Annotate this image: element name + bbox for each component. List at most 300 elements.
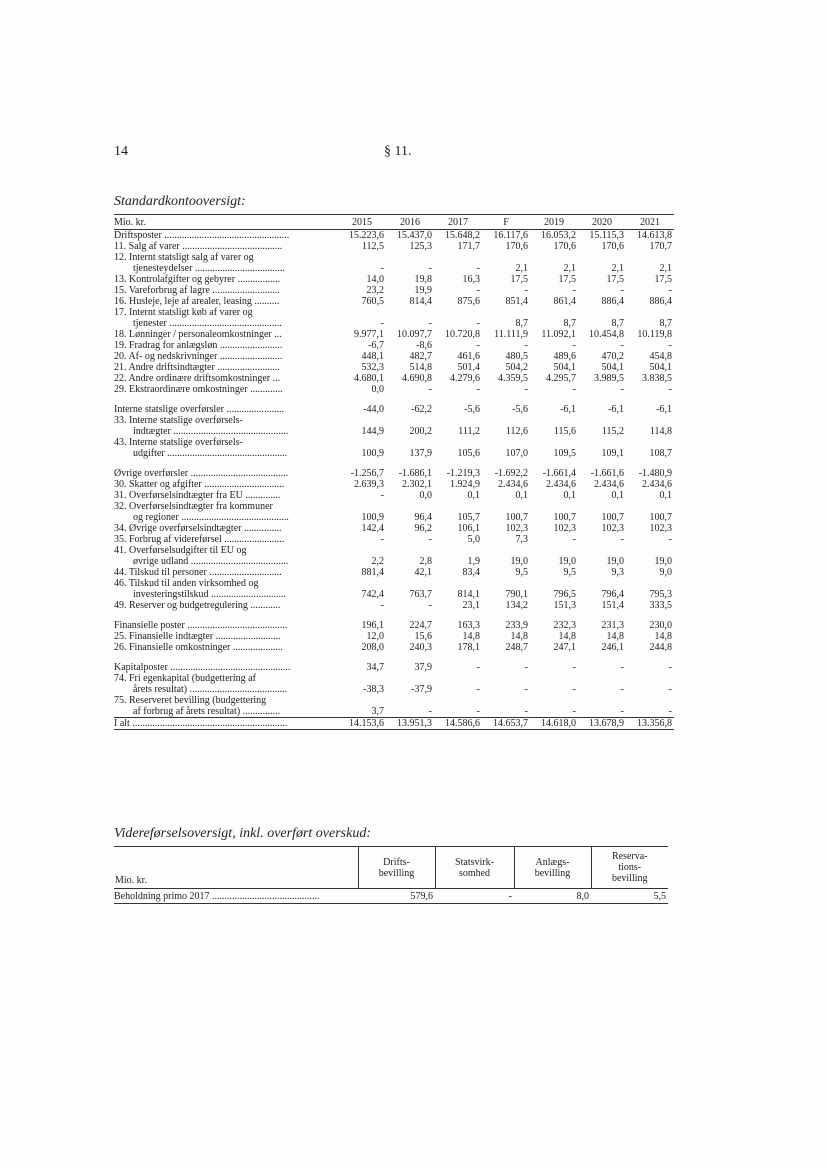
table-row: [114, 373, 674, 384]
row-label: 21. Andre driftsindtægter .........................: [114, 362, 280, 373]
table-row: [114, 437, 674, 448]
value-cell: 14,8: [510, 631, 528, 642]
value-cell: [338, 307, 386, 318]
value-cell: [434, 307, 482, 318]
row-label: 75. Reserveret bevilling (budgettering: [114, 695, 267, 706]
value-cell: 170,6: [505, 241, 528, 252]
spacer-cell: [114, 611, 674, 620]
table-row: [114, 426, 674, 437]
value-cell: 14,8: [558, 631, 576, 642]
value-cell: -: [476, 340, 480, 351]
value-cell: -: [524, 340, 528, 351]
row-label: 12. Internt statsligt salg af varer og: [114, 252, 254, 263]
value-cell: -: [428, 384, 432, 395]
value-cell: 144,9: [361, 426, 384, 437]
value-cell: 4.295,7: [546, 373, 576, 384]
value-cell: -: [428, 318, 432, 329]
table-row: [114, 318, 674, 329]
value-cell: 246,1: [601, 642, 624, 653]
value-cell: [386, 437, 434, 448]
table-row: [114, 296, 674, 307]
row-label: 31. Overførselsindtægter fra EU ..............: [114, 490, 281, 501]
row-label: årets resultat) .......................................: [133, 684, 288, 695]
row-label: 43. Interne statslige overførsels-: [114, 437, 243, 448]
value-cell: -1.219,3: [446, 468, 480, 479]
value-cell: 8,7: [659, 318, 672, 329]
value-cell: [578, 415, 626, 426]
value-cell: [482, 415, 530, 426]
value-cell: [578, 545, 626, 556]
value-cell: 333,5: [649, 600, 672, 611]
value-cell: 34,7: [366, 662, 384, 673]
value-cell: 814,1: [457, 589, 480, 600]
table-row: [114, 567, 674, 578]
year-header: 2020: [578, 215, 626, 230]
value-cell: [386, 501, 434, 512]
value-cell: -: [476, 706, 480, 717]
value-cell: 504,2: [505, 362, 528, 373]
row-label: 34. Øvrige overførselsindtægter ...............: [114, 523, 282, 534]
value-cell: 514,8: [409, 362, 432, 373]
value-cell: 151,3: [553, 600, 576, 611]
row-label: indtægter ..............................................: [133, 426, 289, 437]
value-cell: [482, 501, 530, 512]
value-cell: 15.115,3: [589, 230, 624, 241]
value-cell: 796,5: [553, 589, 576, 600]
value-cell: 15.437,0: [397, 230, 432, 241]
value-cell: [530, 307, 578, 318]
value-cell: 504,1: [601, 362, 624, 373]
value-cell: [626, 545, 674, 556]
table-row: [114, 501, 674, 512]
value-cell: 142,4: [361, 523, 384, 534]
table-row: [114, 384, 674, 395]
table-row: [114, 642, 674, 653]
value-cell: [530, 578, 578, 589]
table-row: [114, 307, 674, 318]
table-row: [114, 362, 674, 373]
total-value: 14.153,6: [338, 718, 386, 730]
value-cell: 23,2: [366, 285, 384, 296]
value-cell: -: [572, 340, 576, 351]
value-cell: 3.838,5: [642, 373, 672, 384]
row-label: 20. Af- og nedskrivninger .........................: [114, 351, 283, 362]
value-cell: 231,3: [601, 620, 624, 631]
value-cell: [386, 695, 434, 706]
value-cell: 0,1: [467, 490, 480, 501]
value-cell: 83,4: [462, 567, 480, 578]
row-label: 17. Internt statsligt køb af varer og: [114, 307, 253, 318]
table-row: [114, 230, 674, 242]
row-label: 15. Vareforbrug af lagre ...........................: [114, 285, 280, 296]
total-row: [114, 718, 674, 730]
value-cell: 14,0: [366, 274, 384, 285]
value-cell: [530, 545, 578, 556]
value-cell: 100,7: [553, 512, 576, 523]
value-cell: -37,9: [411, 684, 432, 695]
table-row: [114, 523, 674, 534]
value-cell: 17,5: [654, 274, 672, 285]
value-cell: 2.434,6: [594, 479, 624, 490]
value-cell: 10.454,8: [589, 329, 624, 340]
table-row: [114, 631, 674, 642]
value-cell: 102,3: [505, 523, 528, 534]
table-row: [114, 673, 674, 684]
value-cell: 1,9: [467, 556, 480, 567]
row-label: 32. Overførselsindtægter fra kommuner: [114, 501, 273, 512]
value-cell: 10.097,7: [397, 329, 432, 340]
value-cell: 2,1: [611, 263, 624, 274]
spacer-cell: [114, 653, 674, 662]
value-cell: 0,0: [371, 384, 384, 395]
value-cell: -: [380, 600, 384, 611]
value-cell: 2.302,1: [402, 479, 432, 490]
value-cell: 861,4: [553, 296, 576, 307]
value-cell: [338, 437, 386, 448]
value-cell: -: [524, 684, 528, 695]
column-header-line: somhed: [458, 867, 491, 879]
value-cell: 230,0: [649, 620, 672, 631]
value-cell: -: [428, 600, 432, 611]
value-cell: 16.117,6: [493, 230, 528, 241]
value-cell: [434, 415, 482, 426]
column-header-line: bevilling: [611, 873, 648, 884]
value-cell: 482,7: [409, 351, 432, 362]
value-cell: 105,7: [457, 512, 480, 523]
year-header: F: [482, 215, 530, 230]
row-label: 74. Fri egenkapital (budgettering af: [114, 673, 256, 684]
value-cell: 134,2: [505, 600, 528, 611]
value-cell: -1.256,7: [350, 468, 384, 479]
spacer-cell: [114, 459, 674, 468]
value-cell: [386, 252, 434, 263]
value-cell: 100,7: [649, 512, 672, 523]
value-cell: 7,3: [515, 534, 528, 545]
row-label: Finansielle poster ........................................: [114, 620, 288, 631]
value-cell: 151,4: [601, 600, 624, 611]
year-header: 2021: [626, 215, 674, 230]
value-cell: [626, 695, 674, 706]
value-cell: [434, 545, 482, 556]
value-cell: 19,8: [414, 274, 432, 285]
row-label: 33. Interne statslige overførsels-: [114, 415, 243, 426]
total-label: I alt ..............................................................: [114, 718, 338, 730]
value-cell: -: [476, 318, 480, 329]
value-cell: 2,1: [563, 263, 576, 274]
value-cell: 0,1: [659, 490, 672, 501]
value-cell: -: [524, 706, 528, 717]
year-header: 2019: [530, 215, 578, 230]
value-cell: [530, 695, 578, 706]
value-cell: 170,6: [553, 241, 576, 252]
value-cell: 224,7: [409, 620, 432, 631]
value-cell: -: [620, 684, 624, 695]
value-cell: [434, 673, 482, 684]
spacer-row: [114, 395, 674, 404]
value-cell: 796,4: [601, 589, 624, 600]
value-cell: 125,3: [409, 241, 432, 252]
value-cell: 448,1: [361, 351, 384, 362]
value-cell: 17,5: [558, 274, 576, 285]
row-label: 26. Finansielle omkostninger ....................: [114, 642, 283, 653]
value-cell: [338, 501, 386, 512]
value-cell: -: [524, 662, 528, 673]
value-cell: 14.613,8: [637, 230, 672, 241]
value-cell: -8,6: [416, 340, 432, 351]
value-cell: -: [380, 534, 384, 545]
value-cell: 8,7: [515, 318, 528, 329]
value-cell: 881,4: [361, 567, 384, 578]
value-cell: 19,0: [558, 556, 576, 567]
row-label: 44. Tilskud til personer .............................: [114, 567, 282, 578]
value-cell: 14,8: [606, 631, 624, 642]
value-cell: 208,0: [361, 642, 384, 653]
value-cell: 886,4: [601, 296, 624, 307]
table-row: [114, 263, 674, 274]
total-value: 13.951,3: [386, 718, 434, 730]
value-cell: 16,3: [462, 274, 480, 285]
value-cell: 170,7: [649, 241, 672, 252]
row-label: 25. Finansielle indtægter ..........................: [114, 631, 281, 642]
table-row: [114, 351, 674, 362]
value-cell: 23,1: [462, 600, 480, 611]
carryover-title: Videreførselsoversigt, inkl. overført overskud:: [114, 826, 371, 841]
value-cell: 763,7: [409, 589, 432, 600]
column-header: [435, 847, 514, 889]
value-cell: [482, 307, 530, 318]
value-cell: -: [668, 706, 672, 717]
value-cell: [386, 673, 434, 684]
value-cell: 0,1: [563, 490, 576, 501]
column-header-line: Reserva-: [611, 851, 648, 862]
value-cell: -: [668, 684, 672, 695]
table-row: [114, 512, 674, 523]
row-label: Øvrige overførsler .......................................: [114, 468, 289, 479]
value-cell: 9,3: [611, 567, 624, 578]
table-row: [114, 684, 674, 695]
value-cell: 12,0: [366, 631, 384, 642]
table-row: [114, 662, 674, 673]
total-value: 13.678,9: [578, 718, 626, 730]
value-cell: 15.223,6: [349, 230, 384, 241]
column-header: [591, 847, 668, 889]
column-header-line: tions-: [618, 862, 642, 873]
value-cell: 107,0: [505, 448, 528, 459]
value-cell: [626, 307, 674, 318]
value-cell: [338, 695, 386, 706]
row-label: 49. Reserver og budgetregulering ............: [114, 600, 281, 611]
value-cell: 9,0: [659, 567, 672, 578]
value-cell: 100,9: [361, 512, 384, 523]
value-cell: [482, 437, 530, 448]
value-cell: [626, 252, 674, 263]
value-cell: 2.434,6: [642, 479, 672, 490]
value-cell: [482, 545, 530, 556]
table-row: [114, 285, 674, 296]
value-cell: 4.279,6: [450, 373, 480, 384]
table-row: [114, 415, 674, 426]
value-cell: [530, 252, 578, 263]
value-cell: 9.977,1: [354, 329, 384, 340]
value-cell: -: [380, 263, 384, 274]
value-cell: [626, 415, 674, 426]
value-cell: 795,3: [649, 589, 672, 600]
value-cell: [578, 501, 626, 512]
value-cell: 886,4: [649, 296, 672, 307]
value-cell: 102,3: [553, 523, 576, 534]
value-cell: -: [620, 384, 624, 395]
value-cell: 248,7: [505, 642, 528, 653]
value-cell: -: [572, 684, 576, 695]
value-cell: 111,2: [458, 426, 480, 437]
value-cell: 504,1: [649, 362, 672, 373]
value-cell: 14,8: [654, 631, 672, 642]
value-cell: 0,1: [611, 490, 624, 501]
value-cell: 579,6: [358, 889, 435, 904]
value-cell: 17,5: [606, 274, 624, 285]
value-cell: -6,1: [656, 404, 672, 415]
value-cell: [386, 307, 434, 318]
value-cell: 875,6: [457, 296, 480, 307]
value-cell: -1.661,6: [590, 468, 624, 479]
value-cell: -: [435, 889, 514, 904]
value-cell: 9,5: [563, 567, 576, 578]
value-cell: 100,9: [361, 448, 384, 459]
value-cell: -: [524, 384, 528, 395]
value-cell: [482, 695, 530, 706]
value-cell: 480,5: [505, 351, 528, 362]
value-cell: [338, 578, 386, 589]
value-cell: [530, 501, 578, 512]
value-cell: 102,3: [649, 523, 672, 534]
value-cell: -: [572, 662, 576, 673]
value-cell: [578, 307, 626, 318]
value-cell: [386, 545, 434, 556]
table-row: [114, 274, 674, 285]
value-cell: [434, 252, 482, 263]
value-cell: 137,9: [409, 448, 432, 459]
value-cell: 171,7: [457, 241, 480, 252]
value-cell: -: [668, 534, 672, 545]
value-cell: [338, 545, 386, 556]
value-cell: 178,1: [457, 642, 480, 653]
column-header-line: bevilling: [534, 867, 571, 879]
value-cell: 96,4: [414, 512, 432, 523]
value-cell: 851,4: [505, 296, 528, 307]
table-row: [114, 479, 674, 490]
table-row: [114, 329, 674, 340]
value-cell: -: [476, 263, 480, 274]
value-cell: 17,5: [510, 274, 528, 285]
value-cell: 4.690,8: [402, 373, 432, 384]
spacer-cell: [114, 395, 674, 404]
table-row: [114, 241, 674, 252]
value-cell: 14,8: [462, 631, 480, 642]
year-header: 2016: [386, 215, 434, 230]
value-cell: 15.648,2: [445, 230, 480, 241]
value-cell: 760,5: [361, 296, 384, 307]
value-cell: -: [428, 534, 432, 545]
year-header: 2017: [434, 215, 482, 230]
value-cell: [626, 673, 674, 684]
value-cell: 19,0: [654, 556, 672, 567]
value-cell: 19,0: [510, 556, 528, 567]
year-header: 2015: [338, 215, 386, 230]
section-heading: § 11.: [384, 144, 412, 159]
spacer-row: [114, 611, 674, 620]
value-cell: 163,3: [457, 620, 480, 631]
table-row: [114, 545, 674, 556]
value-cell: -: [380, 318, 384, 329]
value-cell: 11.092,1: [541, 329, 576, 340]
table-row: [114, 589, 674, 600]
value-cell: -: [572, 534, 576, 545]
value-cell: 15,6: [414, 631, 432, 642]
row-label: 41. Overførselsudgifter til EU og: [114, 545, 247, 556]
value-cell: 504,1: [553, 362, 576, 373]
value-cell: -: [572, 285, 576, 296]
row-label: 19. Fradrag for anlægsløn .........................: [114, 340, 283, 351]
value-cell: -1.686,1: [398, 468, 432, 479]
value-cell: -: [428, 706, 432, 717]
value-cell: -: [620, 706, 624, 717]
spacer-row: [114, 459, 674, 468]
value-cell: [482, 673, 530, 684]
row-label: af forbrug af årets resultat) ...............: [133, 706, 281, 717]
value-cell: -62,2: [411, 404, 432, 415]
value-cell: 489,6: [553, 351, 576, 362]
value-cell: -5,6: [464, 404, 480, 415]
value-cell: 109,1: [601, 448, 624, 459]
column-header-line: Anlægs-: [535, 856, 570, 868]
spacer-row: [114, 653, 674, 662]
value-cell: -6,1: [560, 404, 576, 415]
table-row: [114, 889, 668, 904]
table-row: [114, 600, 674, 611]
total-value: 14.618,0: [530, 718, 578, 730]
value-cell: 200,2: [409, 426, 432, 437]
value-cell: 0,1: [515, 490, 528, 501]
value-cell: -: [668, 384, 672, 395]
value-cell: -: [572, 384, 576, 395]
value-cell: -1.661,4: [542, 468, 576, 479]
value-cell: 4.680,1: [354, 373, 384, 384]
value-cell: 244,8: [649, 642, 672, 653]
value-cell: 19,0: [606, 556, 624, 567]
value-cell: -44,0: [363, 404, 384, 415]
value-cell: 114,8: [649, 426, 672, 437]
value-cell: -6,7: [368, 340, 384, 351]
value-cell: 742,4: [361, 589, 384, 600]
value-cell: 16.053,2: [541, 230, 576, 241]
row-label: Kapitalposter ................................................: [114, 662, 291, 673]
value-cell: 8,7: [563, 318, 576, 329]
value-cell: [530, 673, 578, 684]
value-cell: 11.111,9: [494, 329, 528, 340]
table-row: [114, 490, 674, 501]
value-cell: 105,6: [457, 448, 480, 459]
value-cell: [482, 252, 530, 263]
value-cell: -: [476, 684, 480, 695]
carryover-unit-header: Mio. kr.: [114, 847, 358, 889]
value-cell: 790,1: [505, 589, 528, 600]
value-cell: [578, 437, 626, 448]
row-label: 11. Salg af varer ........................................: [114, 241, 283, 252]
value-cell: [434, 437, 482, 448]
value-cell: 196,1: [361, 620, 384, 631]
value-cell: -1.692,2: [494, 468, 528, 479]
value-cell: -: [668, 285, 672, 296]
